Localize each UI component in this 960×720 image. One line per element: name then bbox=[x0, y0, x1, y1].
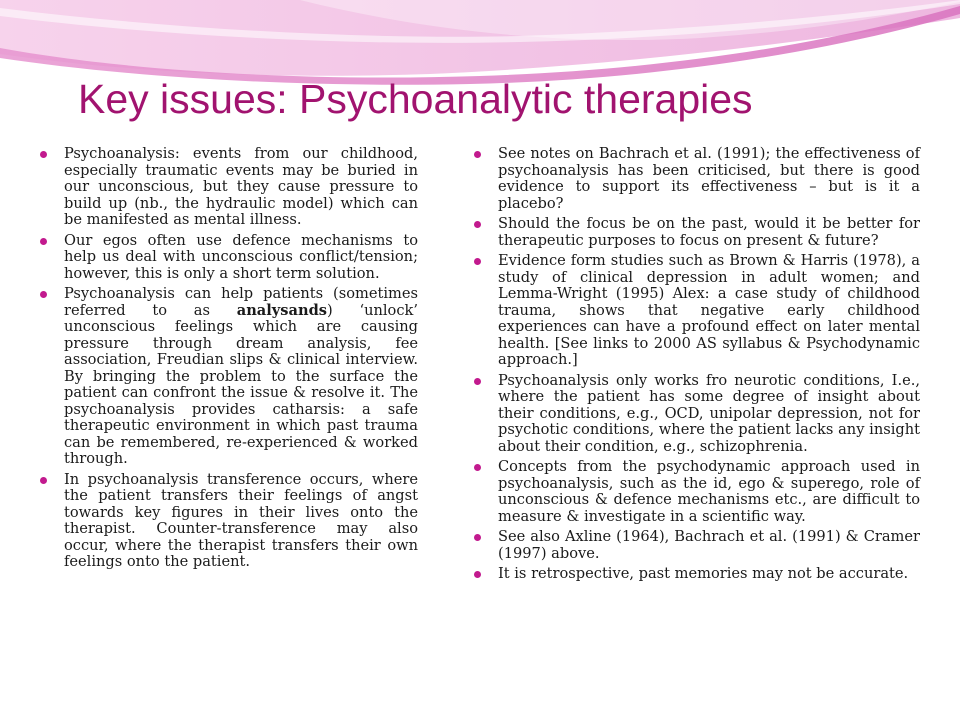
bullet-text: Our egos often use defence mechanisms to help us deal with unconscious conflict/tension; however, this is only a short term solution. bbox=[64, 231, 418, 282]
bullet-text: In psychoanalysis transference occurs, where the patient transfers their feelings of angst towards key figures in their lives onto the therapist. Counter-transference may also occur, where the therapist transfers their own feelings onto the patient. bbox=[64, 470, 418, 570]
list-item bbox=[474, 146, 920, 212]
list-item bbox=[474, 253, 920, 369]
bullet-text: Psychoanalysis only works fro neurotic conditions, I.e., where the patient has some degree of insight about their conditions, e.g., OCD, unipolar depression, not for psychotic conditions, where the patient lacks any insight about their condition, e.g., schizophrenia. bbox=[498, 371, 920, 455]
bullet-dot-icon bbox=[40, 291, 47, 298]
bullet-text: It is retrospective, past memories may not be accurate. bbox=[498, 565, 909, 582]
bullet-dot-icon bbox=[474, 571, 481, 578]
list-item bbox=[474, 566, 920, 583]
bullet-dot-icon bbox=[40, 151, 47, 158]
bullet-text: Evidence form studies such as Brown & Harris (1978), a study of clinical depression in adult women; and Lemma-Wright (1995) Alex: a case study of childhood trauma, shows that negative early childhood experiences can have a profound effect on later mental health. [See links to 2000 AS syllabus & Psychodynamic approach.] bbox=[498, 252, 920, 368]
bullet-dot-icon bbox=[474, 221, 481, 228]
bullet-dot-icon bbox=[474, 534, 481, 541]
bullet-text-before: Psychoanalysis can help patients (sometimes referred to as bbox=[64, 285, 418, 319]
bullet-dot-icon bbox=[474, 378, 481, 385]
list-item bbox=[474, 459, 920, 525]
bullet-text: Should the focus be on the past, would it be better for therapeutic purposes to focus on present & future? bbox=[498, 215, 920, 249]
bullet-dot-icon bbox=[40, 477, 47, 484]
list-item bbox=[474, 216, 920, 249]
bullet-dot-icon bbox=[474, 151, 481, 158]
bullet-text: See also Axline (1964), Bachrach et al. (1991) & Cramer (1997) above. bbox=[498, 528, 920, 562]
right-bullet-list bbox=[474, 146, 920, 587]
bullet-text: Psychoanalysis: events from our childhood, especially traumatic events may be buried in our unconscious, but they cause pressure to build up (nb., the hydraulic model) which can be manifested as mental illness. bbox=[64, 145, 418, 228]
bullet-bold-term: analysands bbox=[236, 301, 327, 319]
list-item bbox=[40, 233, 418, 283]
bullet-dot-icon bbox=[474, 258, 481, 265]
left-bullet-list bbox=[40, 146, 418, 575]
bullet-dot-icon bbox=[474, 464, 481, 471]
list-item bbox=[40, 286, 418, 468]
list-item bbox=[40, 146, 418, 229]
list-item bbox=[474, 529, 920, 562]
bullet-text: See notes on Bachrach et al. (1991); the effectiveness of psychoanalysis has been criticised, but there is good evidence to support its effectiveness – but is it a placebo? bbox=[498, 145, 920, 212]
bullet-text: Concepts from the psychodynamic approach used in psychoanalysis, such as the id, ego & superego, role of unconscious & defence mechanisms etc., are difficult to measure & investigate in a scientific way. bbox=[498, 458, 920, 525]
list-item bbox=[474, 373, 920, 456]
bullet-text-after: ) ‘unlock’ unconscious feelings which are causing pressure through dream analysis, fee association, Freudian slips & clinical interview. By bringing the problem to the surface the patient can confront the issue & resolve it. The psychoanalysis provides catharsis: a safe therapeutic environment in which past trauma can be remembered, re-experienced & worked through. bbox=[64, 301, 418, 467]
list-item bbox=[40, 472, 418, 571]
slide-title: Key issues: Psychoanalytic therapies bbox=[78, 76, 753, 122]
bullet-dot-icon bbox=[40, 238, 47, 245]
